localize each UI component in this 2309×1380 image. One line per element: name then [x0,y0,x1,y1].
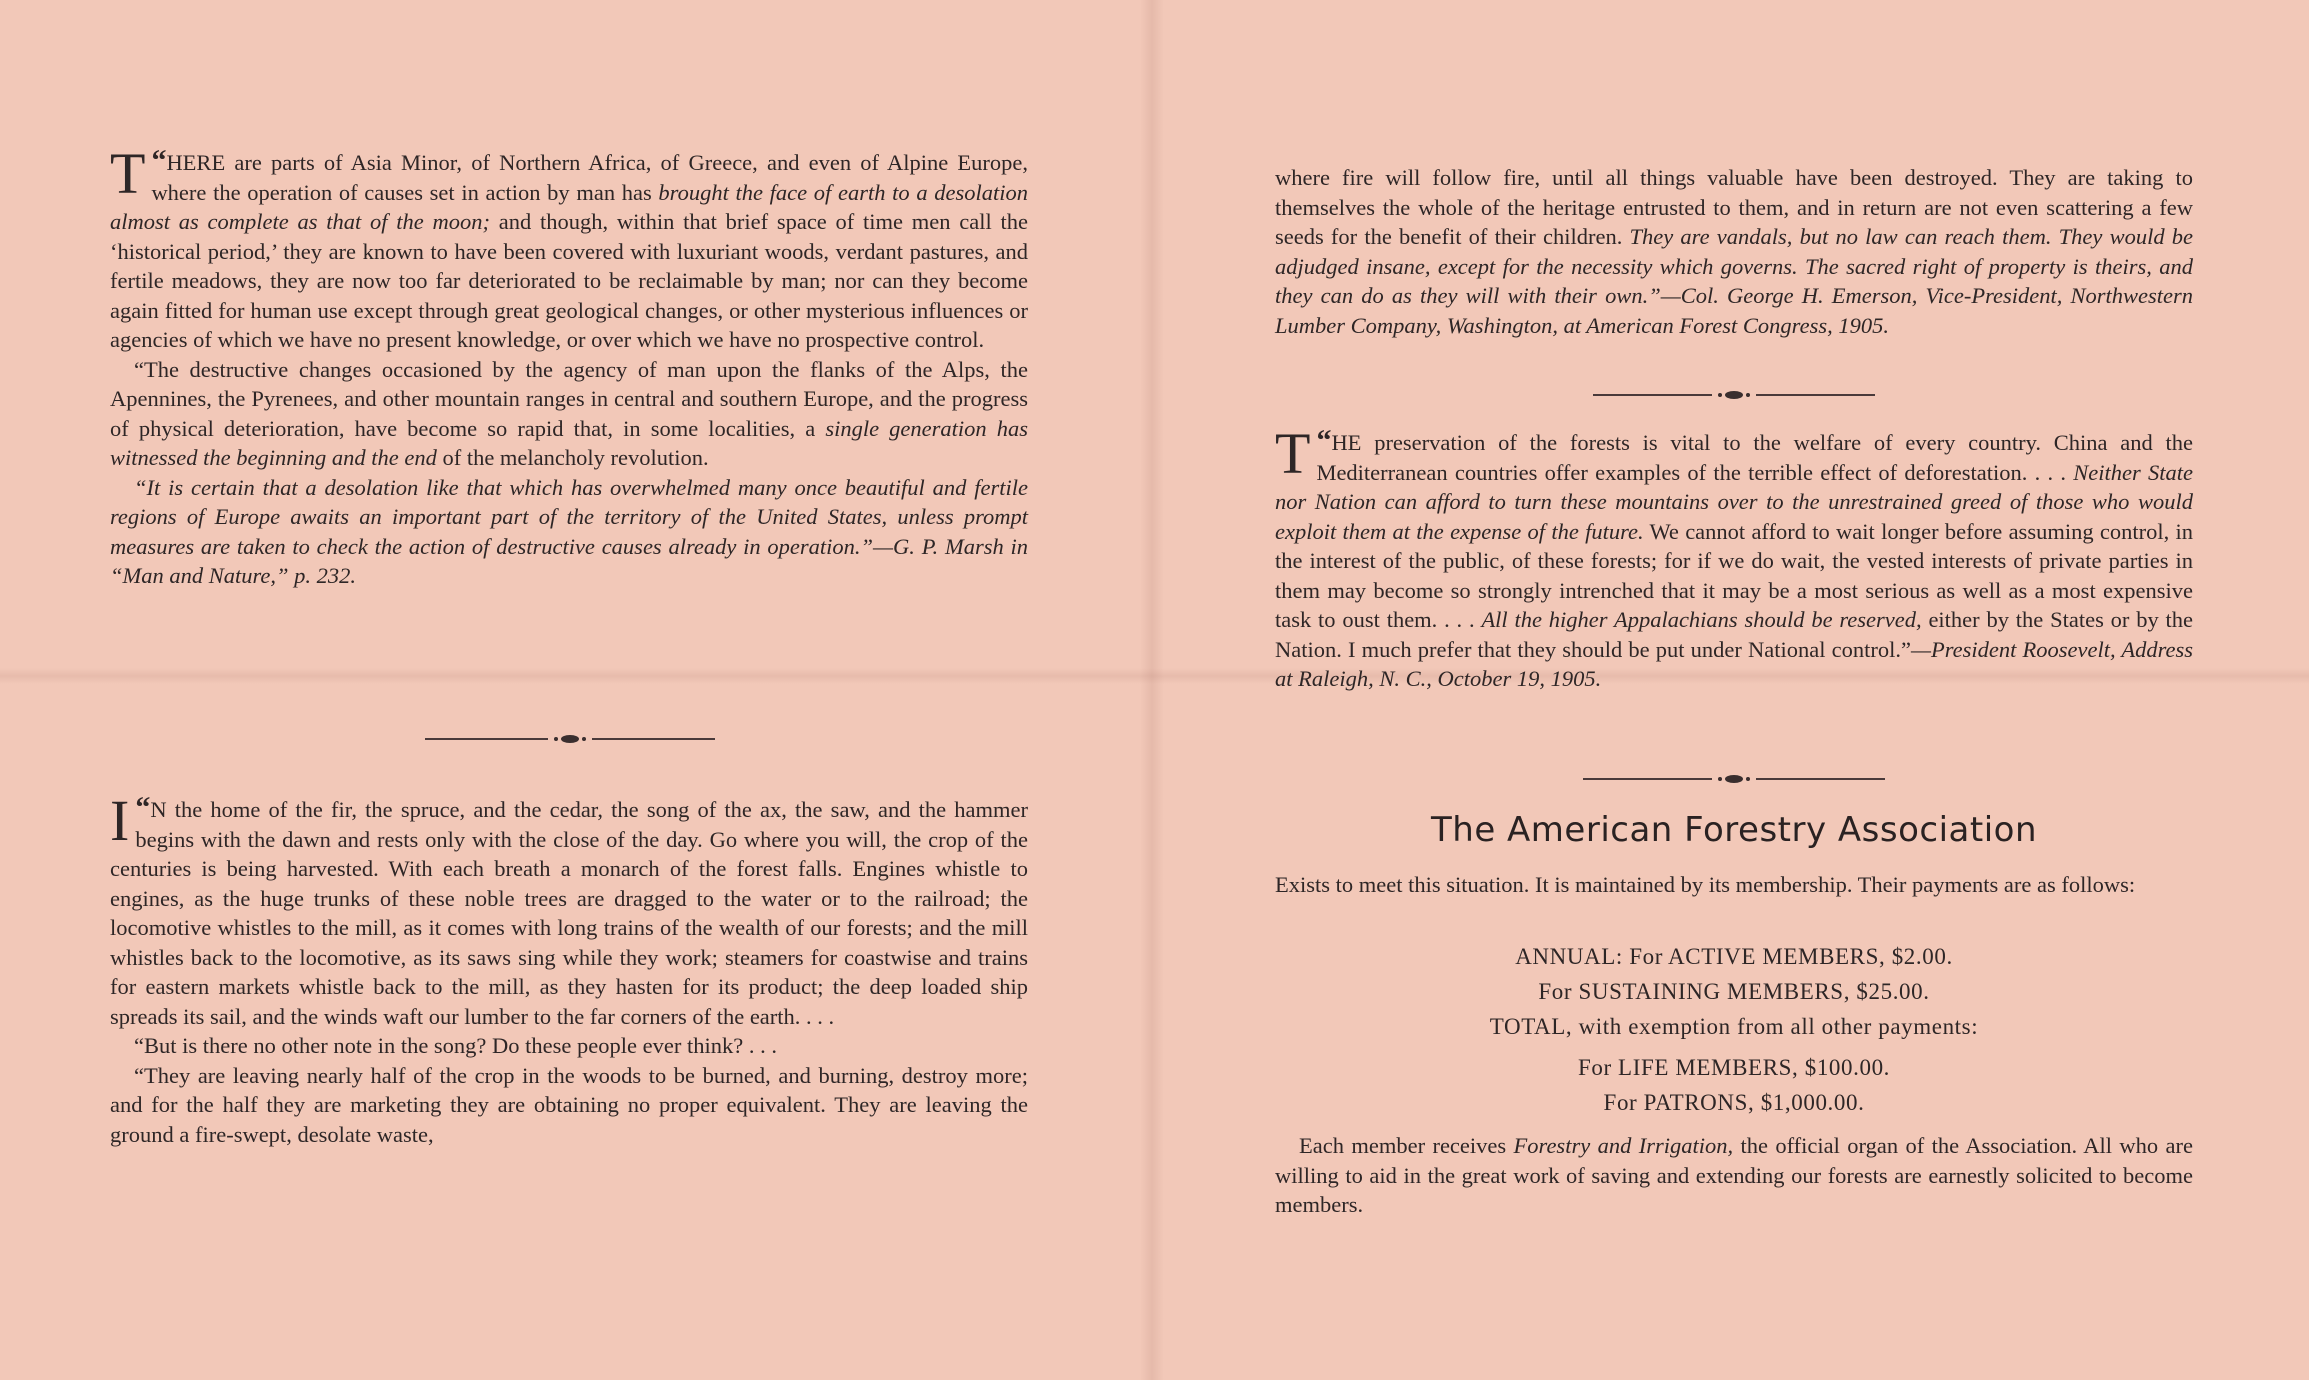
annual-dues: ANNUAL: For ACTIVE MEMBERS, $2.00. [1515,944,1953,969]
divider-line [1593,394,1712,396]
emerson-quote [110,788,1028,1149]
italic-span: brought the face of earth to a desolation almost as complete as that of the moon; [110,179,1028,234]
drop-cap: T [1275,421,1311,486]
emerson-paragraph-2: “But is there no other note in the song? Do these people ever think? . . . [134,1033,777,1058]
marsh-paragraph-2 [110,355,1028,473]
text-span: where fire will follow fire, until all things valuable have been destroyed. They are taking to themselves the whole of the heritage entrusted to them, and in return are not even scattering a few seeds for the benefit of their children. [1275,165,2193,249]
ornament-icon [1712,388,1756,402]
italic-span: Neither State nor Nation can afford to turn these mountains over to the unrestrained greed of those who would exploit them at the expense of the future. [1275,459,2194,544]
drop-cap: I [110,788,130,853]
emerson-paragraph-1 [110,788,1028,1031]
roosevelt-quote [1275,421,2194,694]
closing-paragraph [1275,1131,2193,1220]
italic-span: Forestry and Irrigation, [1513,1133,1734,1158]
text-span: of the melancholy revolution. [436,445,709,470]
open-quote-mark: “ [135,791,151,824]
open-quote-mark: “ [151,144,167,177]
association-closing [1275,1131,2193,1220]
marsh-quote [110,141,1029,591]
text-span: the official organ of the Association. All who are willing to aid in the great work of saving and extending our forests are earnestly solicited to become members. [1275,1133,2193,1217]
ornament-icon [548,732,592,746]
ornamental-divider [1583,769,1885,789]
italic-span: —President Roosevelt, Address at Raleigh, N. C., October 19, 1905. [1275,636,2193,691]
divider-line [1756,394,1875,396]
life-member-dues: For LIFE MEMBERS, $100.00. [1577,1055,1891,1080]
text-span: HE preservation of the forests is vital to the welfare of every country. China and the Mediterranean countries offer examples of the terrible effect of deforestation. . . . [1316,430,2193,485]
italic-span: All the higher Appalachians should be reserved, [1481,607,1922,632]
drop-cap: T [110,141,146,206]
ornamental-divider [425,729,715,749]
intro-paragraph: Exists to meet this situation. It is maintained by its membership. Their payments are as follows: [1275,872,2136,897]
association-heading: The American Forestry Association [1431,810,2037,850]
italic-span: “It is certain that a desolation like that which has overwhelmed many once beautiful and fertile regions of Europe awaits an important part of the territory of the United States, unless prompt measures are taken to check the action of destructive causes already in operation.”—G. P. Marsh in “Man and Nature,” p. 232. [110,474,1028,588]
sustaining-dues: For SUSTAINING MEMBERS, $25.00. [1538,979,1930,1004]
marsh-paragraph-3 [110,473,1028,591]
ornament-icon [1712,772,1756,786]
roosevelt-paragraph [1275,421,2194,694]
marsh-paragraph-1 [110,141,1028,355]
divider-line [1756,778,1885,780]
text-span: Each member receives [1299,1133,1514,1158]
emerson-quote-continued [1275,163,2193,340]
text-span: We cannot afford to wait longer before assuming control, in the interest of the public, of these forests; for if we do wait, the vested interests of private parties in them may become so strongly intrenched that it may be a most serious as well as a most expensive task to oust them. . . . [1275,518,2193,632]
italic-span: They are vandals, but no law can reach them. They would be adjudged insane, except for the necessity which governs. The sacred right of property is theirs, and they can do as they will with their own.”—Col. George H. Emerson, Vice-President, Northwestern Lumber Company, Washington, at American Forest Congress, 1905. [1275,224,2193,338]
open-quote-mark: “ [1316,424,1332,457]
text-span: HERE are parts of Asia Minor, of Northern Africa, of Greece, and even of Alpine Europe, where the operation of causes set in action by man has [151,150,1028,205]
emerson-paragraph-3: “They are leaving nearly half of the crop in the woods to be burned, and burning, destroy more; and for the half they are marketing they are obtaining no proper equivalent. They are leaving the ground a fire-swept, desolate waste, [110,1062,1028,1147]
italic-span: single generation has witnessed the beginning and the end [110,415,1029,470]
divider-line [1583,778,1712,780]
text-span: either by the States or by the Nation. I much prefer that they should be put under National control.” [1275,607,2193,662]
text-span: and though, within that brief space of time men call the ‘historical period,’ they are known to have been covered with luxuriant woods, verdant pastures, and fertile meadows, they are now too far deteriorated to be reclaimable by man; nor can they become again fitted for human use except through great geological changes, or other mysterious influences or agencies of which we have no present knowledge, or over which we have no prospective control. [110,209,1028,352]
total-dues-heading: TOTAL, with exemption from all other payments: [1489,1014,1979,1039]
association-intro [1275,870,2193,900]
text-span: “The destructive changes occasioned by the agency of man upon the flanks of the Alps, the Apennines, the Pyrenees, and other mountain ranges in central and southern Europe, and the progress of physical deterioration, have become so rapid that, in some localities, a [110,356,1028,441]
patron-dues: For PATRONS, $1,000.00. [1603,1090,1865,1115]
text-span: N the home of the fir, the spruce, and the cedar, the song of the ax, the saw, and the hammer begins with the dawn and rests only with the close of the day. Go where you will, the crop of the centuries is being harvested. With each breath a monarch of the forest falls. Engines whistle to engines, as the huge trunks of these noble trees are dragged to the water or to the railroad; the locomotive whistles to the mill, as it comes with long trains of the wealth of our forests; and the mill whistles back to the locomotive, as its saws sing while they work; steamers for coastwise and trains for eastern markets whistle back to the mill, as they hasten for its product; the deep loaded ship spreads its sail, and the winds waft our lumber to the far corners of the earth. . . . [110,797,1028,1029]
emerson-continued-paragraph [1275,163,2193,340]
ornamental-divider [1593,385,1875,405]
divider-line [425,738,548,740]
divider-line [592,738,715,740]
